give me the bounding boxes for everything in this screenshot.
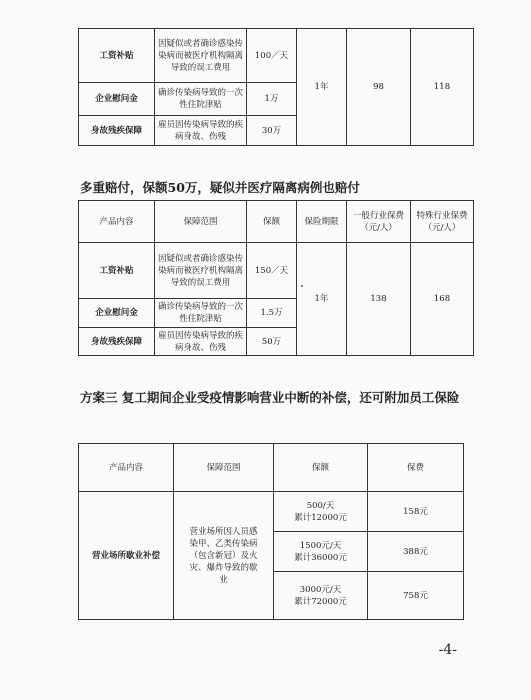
page-number: -4- [438,642,457,658]
amount-cell: 50万 [247,328,297,356]
amount-daily: 1500元/天 [299,540,342,551]
scope-cell: 营业场所因人员感染甲、乙类传染病（包含新冠）及火灾、爆炸导致的歇业 [174,492,274,620]
amount-cell: 1.5万 [247,299,297,328]
amount-daily: 3000元/天 [299,584,342,595]
general-premium-cell: 138 [347,243,411,356]
product-cell: 营业场所歇业补偿 [79,492,174,620]
scope-cell: 雇员因传染病导致的疾病身故、伤残 [155,116,247,146]
amount-cell [274,492,368,532]
table-row [79,492,464,532]
column-header: 保额 [274,444,368,492]
amount-cell: 1万 [247,83,297,116]
amount-cell: 30万 [247,116,297,146]
plan-table-3 [78,443,464,620]
scope-cell: 因疑似或者确诊感染传染病而被医疗机构隔离导致的误工费用 [155,243,247,299]
amount-total: 累计36000元 [294,552,347,563]
product-cell: 企业慰问金 [79,299,155,328]
scope-cell: 确诊传染病导致的一次性住院津贴 [155,299,247,328]
plan-table-1 [78,28,474,146]
amount-cell [274,532,368,572]
scope-cell: 雇员因传染病导致的疾病身故、伤残 [155,328,247,356]
scan-speck [301,285,303,287]
column-header: 产品内容 [79,444,174,492]
column-header: 一般行业保费（元/人） [347,201,411,243]
table-row [79,29,474,83]
amount-daily: 500/天 [306,500,335,511]
product-cell: 工资补贴 [79,29,155,83]
column-header: 产品内容 [79,201,155,243]
table-header-row [79,201,474,243]
table-row [79,243,474,299]
section-heading: 多重赔付，保额50万，疑似并医疗隔离病例也赔付 [80,180,360,195]
column-header: 保障范围 [155,201,247,243]
period-cell: 1年 [297,243,347,356]
amount-total: 累计12000元 [294,512,347,523]
premium-cell: 758元 [368,572,464,620]
premium-cell: 158元 [368,492,464,532]
special-premium-cell: 168 [411,243,474,356]
plan-table-2 [78,200,474,356]
product-cell: 身故残疾保障 [79,328,155,356]
scope-cell: 因疑似或者确诊感染传染病而被医疗机构隔离导致的误工费用 [155,29,247,83]
plan-three-heading: 方案三 复工期间企业受疫情影响营业中断的补偿，还可附加员工保险 [80,390,460,405]
table-header-row [79,444,464,492]
premium-cell: 388元 [368,532,464,572]
scope-cell: 确诊传染病导致的一次性住院津贴 [155,83,247,116]
period-cell: 1年 [297,29,347,146]
amount-total: 累计72000元 [294,596,347,607]
product-cell: 工资补贴 [79,243,155,299]
amount-cell [274,572,368,620]
product-cell: 企业慰问金 [79,83,155,116]
column-header: 保障范围 [174,444,274,492]
product-cell: 身故残疾保障 [79,116,155,146]
amount-cell: 100／天 [247,29,297,83]
column-header: 保额 [247,201,297,243]
general-premium-cell: 98 [347,29,411,146]
column-header: 保费 [368,444,464,492]
column-header: 保险期限 [297,201,347,243]
special-premium-cell: 118 [411,29,474,146]
amount-cell: 150／天 [247,243,297,299]
column-header: 特殊行业保费（元/人） [411,201,474,243]
